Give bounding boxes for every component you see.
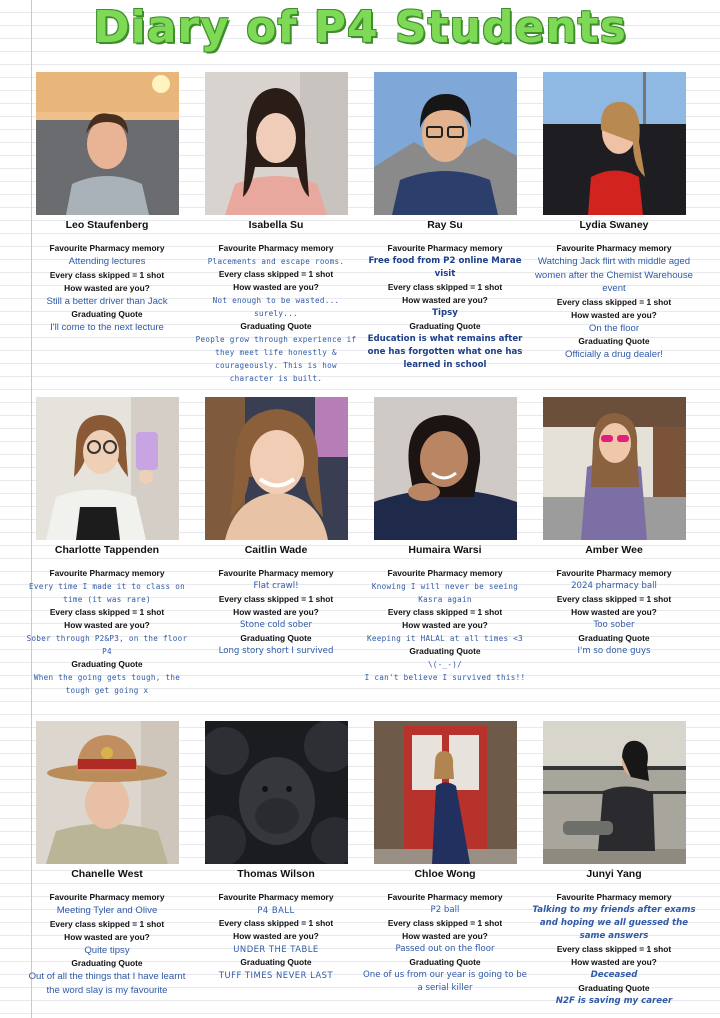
wasted-label: How wasted are you? bbox=[402, 620, 488, 630]
memory-label: Favourite Pharmacy memory bbox=[556, 568, 672, 578]
student-photo bbox=[205, 72, 348, 215]
memory-label: Favourite Pharmacy memory bbox=[49, 243, 165, 253]
student-photo bbox=[36, 72, 179, 215]
student-name: Chloe Wong bbox=[414, 868, 476, 880]
student-details bbox=[24, 567, 190, 697]
student-details bbox=[531, 891, 697, 1008]
wasted-answer: Too sober bbox=[593, 620, 635, 630]
wasted-label: How wasted are you? bbox=[571, 309, 657, 320]
quote-label: Graduating Quote bbox=[240, 957, 312, 967]
memory-label: Favourite Pharmacy memory bbox=[387, 892, 503, 902]
student-photo bbox=[543, 721, 686, 864]
memory-label: Favourite Pharmacy memory bbox=[556, 243, 672, 253]
memory-answer: Flat crawl! bbox=[253, 581, 299, 591]
student-card-caitlin bbox=[193, 397, 359, 658]
student-card-leo bbox=[24, 72, 190, 335]
student-card-isabella bbox=[193, 72, 359, 385]
wasted-label: How wasted are you? bbox=[233, 931, 319, 941]
quote-answer: N2F is saving my career bbox=[555, 996, 673, 1006]
quote-answer: People grow through experience if they meet life honestly & courageously. This is how character is built. bbox=[195, 335, 357, 383]
skipped-label: Every class skipped = 1 shot bbox=[49, 269, 165, 280]
student-name: Thomas Wilson bbox=[237, 868, 315, 880]
student-card-charlotte bbox=[24, 397, 190, 697]
page-title: Diary of P4 Students bbox=[93, 2, 627, 53]
student-photo bbox=[374, 72, 517, 215]
quote-label: Graduating Quote bbox=[71, 659, 143, 669]
memory-answer: Meeting Tyler and Olive bbox=[56, 905, 158, 916]
quote-answer: I'll come to the next lecture bbox=[50, 322, 164, 333]
memory-label: Favourite Pharmacy memory bbox=[387, 568, 503, 578]
wasted-label: How wasted are you? bbox=[64, 620, 150, 630]
memory-answer: Attending lectures bbox=[68, 256, 146, 267]
memory-answer: Placements and escape rooms. bbox=[207, 257, 345, 266]
quote-answer: One of us from our year is going to be a serial killer bbox=[363, 970, 527, 993]
wasted-label: How wasted are you? bbox=[571, 607, 657, 617]
wasted-answer: Tipsy bbox=[432, 308, 458, 318]
student-photo bbox=[374, 721, 517, 864]
student-details bbox=[24, 242, 190, 335]
wasted-label: How wasted are you? bbox=[64, 931, 150, 942]
wasted-label: How wasted are you? bbox=[233, 282, 319, 292]
memory-label: Favourite Pharmacy memory bbox=[49, 892, 165, 902]
student-name: Caitlin Wade bbox=[244, 544, 308, 556]
memory-answer: Free food from P2 online Marae visit bbox=[368, 256, 522, 279]
quote-answer: Long story short I survived bbox=[218, 646, 334, 656]
student-details bbox=[193, 891, 359, 982]
quote-label: Graduating Quote bbox=[240, 321, 312, 331]
memory-answer: Every time I made it to class on time (it was rare) bbox=[29, 582, 185, 604]
quote-answer: TUFF TIMES NEVER LAST bbox=[218, 970, 334, 980]
student-card-chloe bbox=[362, 721, 528, 995]
quote-label: Graduating Quote bbox=[409, 321, 481, 331]
student-photo bbox=[36, 397, 179, 540]
student-card-humaira bbox=[362, 397, 528, 684]
student-card-lydia bbox=[531, 72, 697, 362]
student-photo bbox=[543, 397, 686, 540]
wasted-label: How wasted are you? bbox=[64, 282, 150, 293]
memory-label: Favourite Pharmacy memory bbox=[49, 568, 165, 578]
skipped-label: Every class skipped = 1 shot bbox=[49, 607, 165, 617]
student-card-amber bbox=[531, 397, 697, 658]
student-name: Ray Su bbox=[427, 219, 463, 231]
student-card-thomas bbox=[193, 721, 359, 982]
wasted-label: How wasted are you? bbox=[402, 295, 488, 305]
skipped-label: Every class skipped = 1 shot bbox=[218, 918, 334, 928]
wasted-answer: Keeping it HALAL at all times <3 bbox=[367, 634, 523, 643]
skipped-label: Every class skipped = 1 shot bbox=[556, 296, 672, 307]
student-card-chanelle bbox=[24, 721, 190, 997]
wasted-answer: Passed out on the floor bbox=[395, 944, 495, 954]
wasted-answer: On the floor bbox=[588, 322, 640, 334]
memory-answer: 2024 pharmacy ball bbox=[571, 581, 657, 591]
student-name: Humaira Warsi bbox=[408, 544, 482, 556]
student-details bbox=[193, 242, 359, 385]
skipped-label: Every class skipped = 1 shot bbox=[556, 594, 672, 604]
wasted-answer: Deceased bbox=[590, 970, 638, 980]
student-details bbox=[531, 242, 697, 362]
skipped-label: Every class skipped = 1 shot bbox=[556, 944, 672, 954]
wasted-label: How wasted are you? bbox=[233, 607, 319, 617]
student-details bbox=[362, 567, 528, 684]
memory-answer: Watching Jack flirt with middle aged women after the Chemist Warehouse event bbox=[534, 256, 693, 294]
quote-label: Graduating Quote bbox=[578, 983, 650, 993]
quote-answer: I'm so done guys bbox=[577, 646, 651, 656]
student-photo bbox=[543, 72, 686, 215]
wasted-answer: Stone cold sober bbox=[239, 620, 313, 630]
student-details bbox=[362, 242, 528, 372]
student-card-junyi bbox=[531, 721, 697, 1008]
quote-answer: I can't believe I survived this!! bbox=[364, 673, 526, 682]
skipped-label: Every class skipped = 1 shot bbox=[387, 282, 503, 292]
wasted-answer: Quite tipsy bbox=[84, 944, 130, 956]
student-photo bbox=[205, 721, 348, 864]
quote-label: Graduating Quote bbox=[409, 646, 481, 656]
quote-answer: Out of all the things that I have learnt the word slay is my favourite bbox=[28, 971, 186, 996]
student-details bbox=[24, 891, 190, 997]
quote-emoticon: \(-_-)/ bbox=[427, 660, 463, 669]
memory-answer: Talking to my friends after exams and hoping we all guessed the same answers bbox=[532, 905, 696, 941]
wasted-label: How wasted are you? bbox=[402, 931, 488, 941]
memory-answer: P2 ball bbox=[430, 905, 460, 915]
memory-label: Favourite Pharmacy memory bbox=[218, 568, 334, 578]
student-name: Isabella Su bbox=[248, 219, 304, 231]
student-details bbox=[531, 567, 697, 658]
wasted-answer: Not enough to be wasted... surely... bbox=[212, 296, 340, 318]
memory-label: Favourite Pharmacy memory bbox=[556, 892, 672, 902]
quote-answer: Education is what remains after one has forgotten what one has learned in school bbox=[367, 334, 523, 370]
memory-answer: Knowing I will never be seeing Kasra again bbox=[371, 582, 519, 604]
wasted-label: How wasted are you? bbox=[571, 957, 657, 967]
skipped-label: Every class skipped = 1 shot bbox=[218, 594, 334, 604]
wasted-answer: Sober through P2&P3, on the floor P4 bbox=[26, 634, 188, 656]
student-name: Amber Wee bbox=[585, 544, 643, 556]
skipped-label: Every class skipped = 1 shot bbox=[387, 607, 503, 617]
quote-label: Graduating Quote bbox=[409, 957, 481, 967]
skipped-label: Every class skipped = 1 shot bbox=[387, 918, 503, 928]
student-name: Lydia Swaney bbox=[579, 219, 649, 231]
student-details bbox=[362, 891, 528, 995]
quote-answer: When the going gets tough, the tough get going x bbox=[33, 673, 181, 695]
quote-label: Graduating Quote bbox=[578, 336, 650, 346]
student-name: Leo Staufenberg bbox=[65, 219, 149, 231]
student-photo bbox=[36, 721, 179, 864]
memory-answer: P4 BALL bbox=[257, 905, 295, 915]
student-details bbox=[193, 567, 359, 658]
memory-label: Favourite Pharmacy memory bbox=[218, 892, 334, 902]
memory-label: Favourite Pharmacy memory bbox=[218, 243, 334, 253]
student-name: Chanelle West bbox=[71, 868, 143, 880]
quote-label: Graduating Quote bbox=[71, 309, 143, 319]
student-photo bbox=[205, 397, 348, 540]
memory-label: Favourite Pharmacy memory bbox=[387, 243, 503, 253]
student-photo bbox=[374, 397, 517, 540]
quote-label: Graduating Quote bbox=[240, 633, 312, 643]
student-card-ray bbox=[362, 72, 528, 372]
wasted-answer: UNDER THE TABLE bbox=[233, 944, 319, 954]
quote-answer: Officially a drug dealer! bbox=[565, 349, 663, 360]
student-name: Charlotte Tappenden bbox=[54, 544, 160, 556]
quote-label: Graduating Quote bbox=[71, 958, 143, 968]
skipped-label: Every class skipped = 1 shot bbox=[218, 269, 334, 279]
student-name: Junyi Yang bbox=[586, 868, 642, 880]
quote-label: Graduating Quote bbox=[578, 633, 650, 643]
skipped-label: Every class skipped = 1 shot bbox=[49, 918, 165, 929]
wasted-answer: Still a better driver than Jack bbox=[46, 295, 168, 307]
